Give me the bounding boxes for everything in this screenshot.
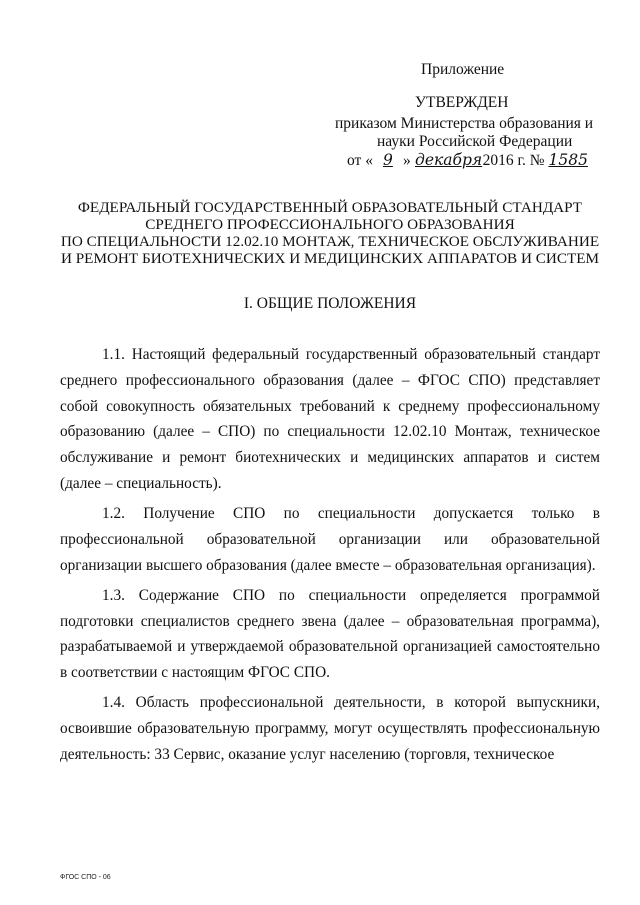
handwritten-order-number: 1585 bbox=[548, 151, 588, 169]
handwritten-day: 9 bbox=[383, 151, 393, 169]
paragraph-1-3: 1.3. Содержание СПО по специальности определяется программой подготовки специалистов среднего звена (далее – образовательная программа), разрабатываемой и утверждаемой образовательной организацией самостоятельно в соответствии с настоящим ФГОС СПО. bbox=[60, 586, 600, 682]
date-year: 2016 г. № bbox=[482, 152, 545, 169]
approved-label: УТВЕРЖДЕН bbox=[415, 94, 509, 111]
page-footer: ФГОС СПО - 06 bbox=[60, 874, 111, 881]
document-body bbox=[60, 342, 600, 772]
paragraph-1-4: 1.4. Область профессиональной деятельности, в которой выпускники, освоившие образовательную программу, могут осуществлять профессиональную деятельность: 33 Сервис, оказание услуг населению (торговля, техническое bbox=[60, 694, 600, 763]
paragraph-1-2: 1.2. Получение СПО по специальности допускается только в профессиональной образовательной организации или образовательной организации высшего образования (далее вместе – образовательная организация). bbox=[60, 505, 600, 574]
document-title bbox=[60, 199, 600, 267]
paragraph-1-1: 1.1. Настоящий федеральный государственный образовательный стандарт среднего профессионального образования (далее – ФГОС СПО) представляет собой совокупность обязательных требований к среднему профессиональному образованию (далее – СПО) по специальности 12.02.10 Монтаж, техническое обслуживание и ремонт биотехнических и медицинских аппаратов и систем (далее – специальность). bbox=[60, 346, 600, 492]
section-heading: I. ОБЩИЕ ПОЛОЖЕНИЯ bbox=[243, 295, 417, 312]
date-separator: » bbox=[402, 152, 411, 169]
date-prefix: от « bbox=[347, 152, 373, 169]
order-date-line bbox=[347, 151, 590, 170]
title-line: ПО СПЕЦИАЛЬНОСТИ 12.02.10 МОНТАЖ, ТЕХНИЧЕСКОЕ ОБСЛУЖИВАНИЕ bbox=[60, 233, 600, 250]
title-line: ФЕДЕРАЛЬНЫЙ ГОСУДАРСТВЕННЫЙ ОБРАЗОВАТЕЛЬНЫЙ СТАНДАРТ bbox=[77, 199, 583, 216]
handwritten-month: декабря bbox=[415, 151, 483, 169]
title-line: И РЕМОНТ БИОТЕХНИЧЕСКИХ И МЕДИЦИНСКИХ АППАРАТОВ И СИСТЕМ bbox=[60, 250, 600, 267]
appendix-label: Приложение bbox=[421, 61, 505, 78]
title-line: СРЕДНЕГО ПРОФЕССИОНАЛЬНОГО ОБРАЗОВАНИЯ bbox=[145, 216, 515, 233]
order-line-2: науки Российской Федерации bbox=[377, 133, 573, 150]
order-line-1: приказом Министерства образования и bbox=[335, 115, 594, 132]
